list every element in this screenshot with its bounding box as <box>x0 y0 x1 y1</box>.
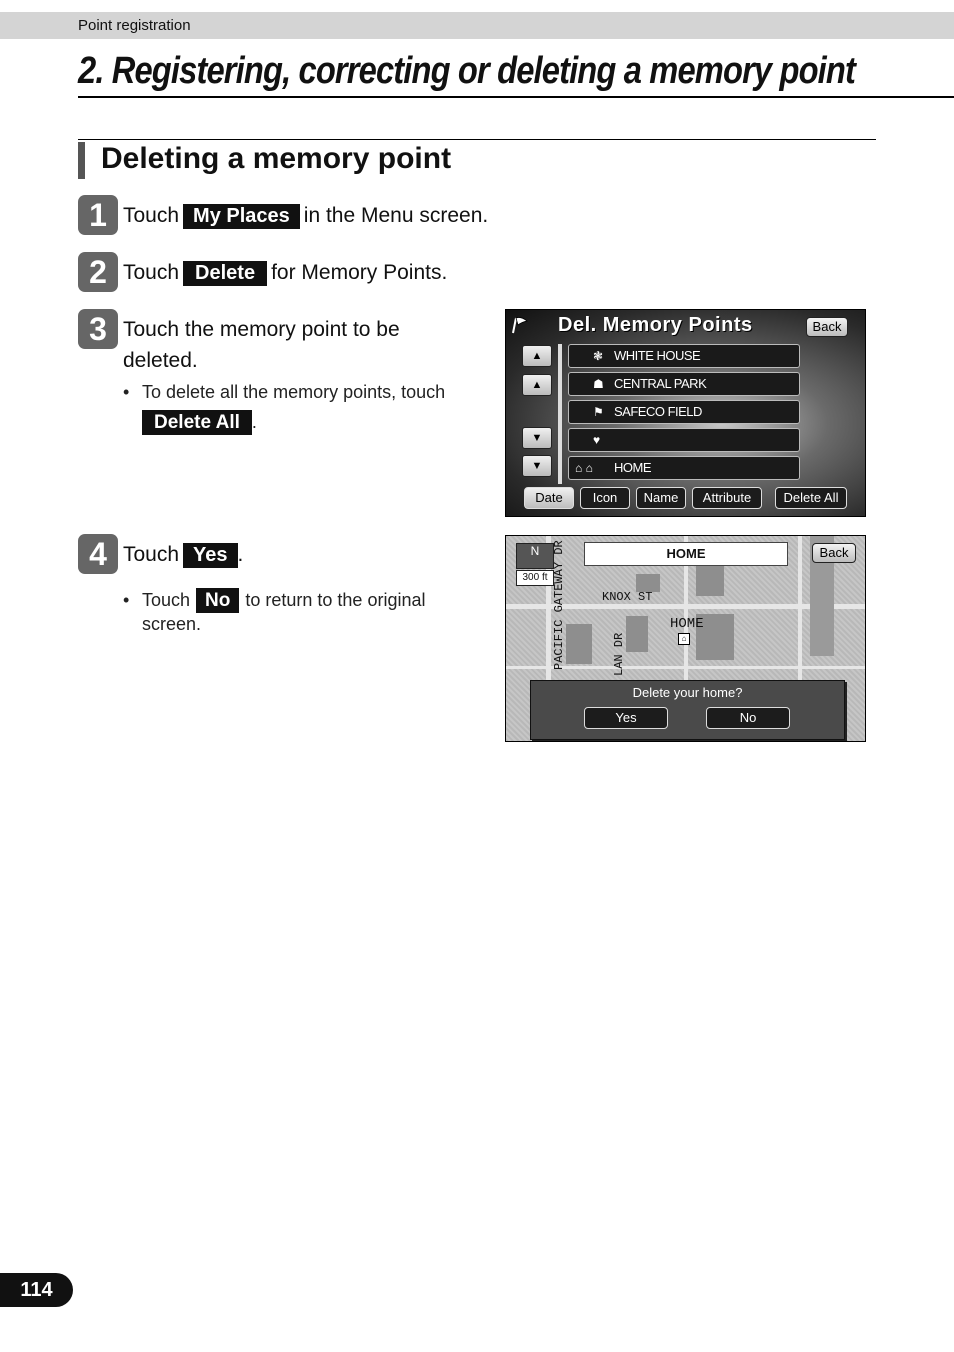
step-3-note-line2 <box>142 410 257 435</box>
list-item[interactable] <box>568 400 800 424</box>
step-4-text <box>123 539 243 570</box>
down-arrow-icon: ▼ <box>531 432 543 444</box>
street-label: KNOX ST <box>602 590 653 604</box>
list-item[interactable] <box>568 456 800 480</box>
checkered-flag-icon: ⚑ <box>593 405 604 419</box>
map-building <box>696 566 724 596</box>
list-item[interactable] <box>568 344 800 368</box>
yes-button[interactable]: Yes <box>584 707 668 729</box>
home-marker-icon[interactable]: ⌂ <box>678 633 690 645</box>
step-4-number: 4 <box>78 534 118 574</box>
step-4-note-after: to return to the original <box>245 590 426 610</box>
step-3-note <box>123 380 446 405</box>
page-down-button[interactable] <box>522 455 552 477</box>
list-item[interactable] <box>568 428 800 452</box>
list-item-label: CENTRAL PARK <box>614 376 707 391</box>
chapter-title-text: 2. Registering, correcting or deleting a memory point <box>78 50 856 92</box>
car-icon: ☗ <box>593 377 604 391</box>
step-2-number: 2 <box>78 252 118 292</box>
confirm-dialog <box>530 680 845 740</box>
delete-all-button[interactable]: Delete All <box>775 487 847 509</box>
step-1-number: 1 <box>78 195 118 235</box>
chapter-title <box>78 46 954 98</box>
bullet: • <box>123 382 130 402</box>
step-1-after: in the Menu screen. <box>303 204 489 227</box>
running-header-label: Point registration <box>78 17 191 34</box>
page-number: 114 <box>0 1273 73 1307</box>
section-bar <box>78 142 85 179</box>
section-title: Deleting a memory point <box>101 142 452 175</box>
step-3-number: 3 <box>78 309 118 349</box>
scroll-down-button[interactable] <box>522 427 552 449</box>
step-3-line1: Touch the memory point to be <box>123 318 400 341</box>
sort-date-button[interactable]: Date <box>524 487 574 509</box>
back-button[interactable]: Back <box>812 543 856 563</box>
section-heading <box>78 139 876 178</box>
memory-points-screen <box>505 309 866 517</box>
map-building <box>626 616 648 652</box>
step-4-note <box>123 588 426 613</box>
delete-label: Delete <box>183 261 267 286</box>
step-3-note-after: . <box>251 412 257 432</box>
house-icon: ⌂ ⌂ <box>575 461 593 475</box>
my-places-label: My Places <box>183 204 300 229</box>
street-label: LAN DR <box>612 632 626 676</box>
step-3-note-text: To delete all the memory points, touch <box>142 382 446 402</box>
delete-all-label: Delete All <box>142 410 252 435</box>
step-2-text <box>123 257 447 288</box>
step-3-line2: deleted. <box>123 349 198 372</box>
flag-icon <box>511 316 529 334</box>
bullet: • <box>123 590 130 610</box>
heart-icon: ♥ <box>593 433 601 447</box>
map-screen <box>505 535 866 742</box>
marker-label: HOME <box>670 616 704 632</box>
scrollbar[interactable] <box>558 344 562 484</box>
street-label: PACIFIC GATEWAY DR <box>552 540 566 670</box>
double-down-arrow-icon: ▼ <box>531 460 543 472</box>
sort-icon-button[interactable]: Icon <box>580 487 630 509</box>
step-4-note-before: Touch <box>142 590 191 610</box>
map-building <box>566 624 592 664</box>
running-header <box>0 12 954 39</box>
step-1-text <box>123 200 488 231</box>
step-4-touch: Touch <box>123 543 180 566</box>
scroll-up-button[interactable] <box>522 374 552 396</box>
dialog-question: Delete your home? <box>632 685 743 700</box>
list-item-label: WHITE HOUSE <box>614 348 701 363</box>
step-2-touch: Touch <box>123 261 180 284</box>
yes-label: Yes <box>183 543 237 568</box>
no-button[interactable]: No <box>706 707 790 729</box>
page-up-button[interactable] <box>522 345 552 367</box>
back-button[interactable]: Back <box>806 317 848 337</box>
step-1-touch: Touch <box>123 204 180 227</box>
step-4-after: . <box>237 543 244 566</box>
list-item-label: SAFECO FIELD <box>614 404 702 419</box>
screen-title: Del. Memory Points <box>558 314 753 336</box>
list-item[interactable] <box>568 372 800 396</box>
sort-attribute-button[interactable]: Attribute <box>692 487 762 509</box>
list-item-label: HOME <box>614 460 651 475</box>
sort-name-button[interactable]: Name <box>636 487 686 509</box>
north-arrow-icon: N <box>530 544 540 558</box>
no-label: No <box>196 588 239 613</box>
map-scale: 300 ft <box>516 570 554 586</box>
place-name-bar: HOME <box>584 542 788 566</box>
up-arrow-icon: ▲ <box>531 379 543 391</box>
step-4-note-line2: screen. <box>142 614 202 634</box>
step-2-after: for Memory Points. <box>271 261 448 284</box>
ornament-icon: ❃ <box>593 349 604 363</box>
double-up-arrow-icon: ▲ <box>531 350 543 362</box>
compass[interactable] <box>516 543 554 569</box>
